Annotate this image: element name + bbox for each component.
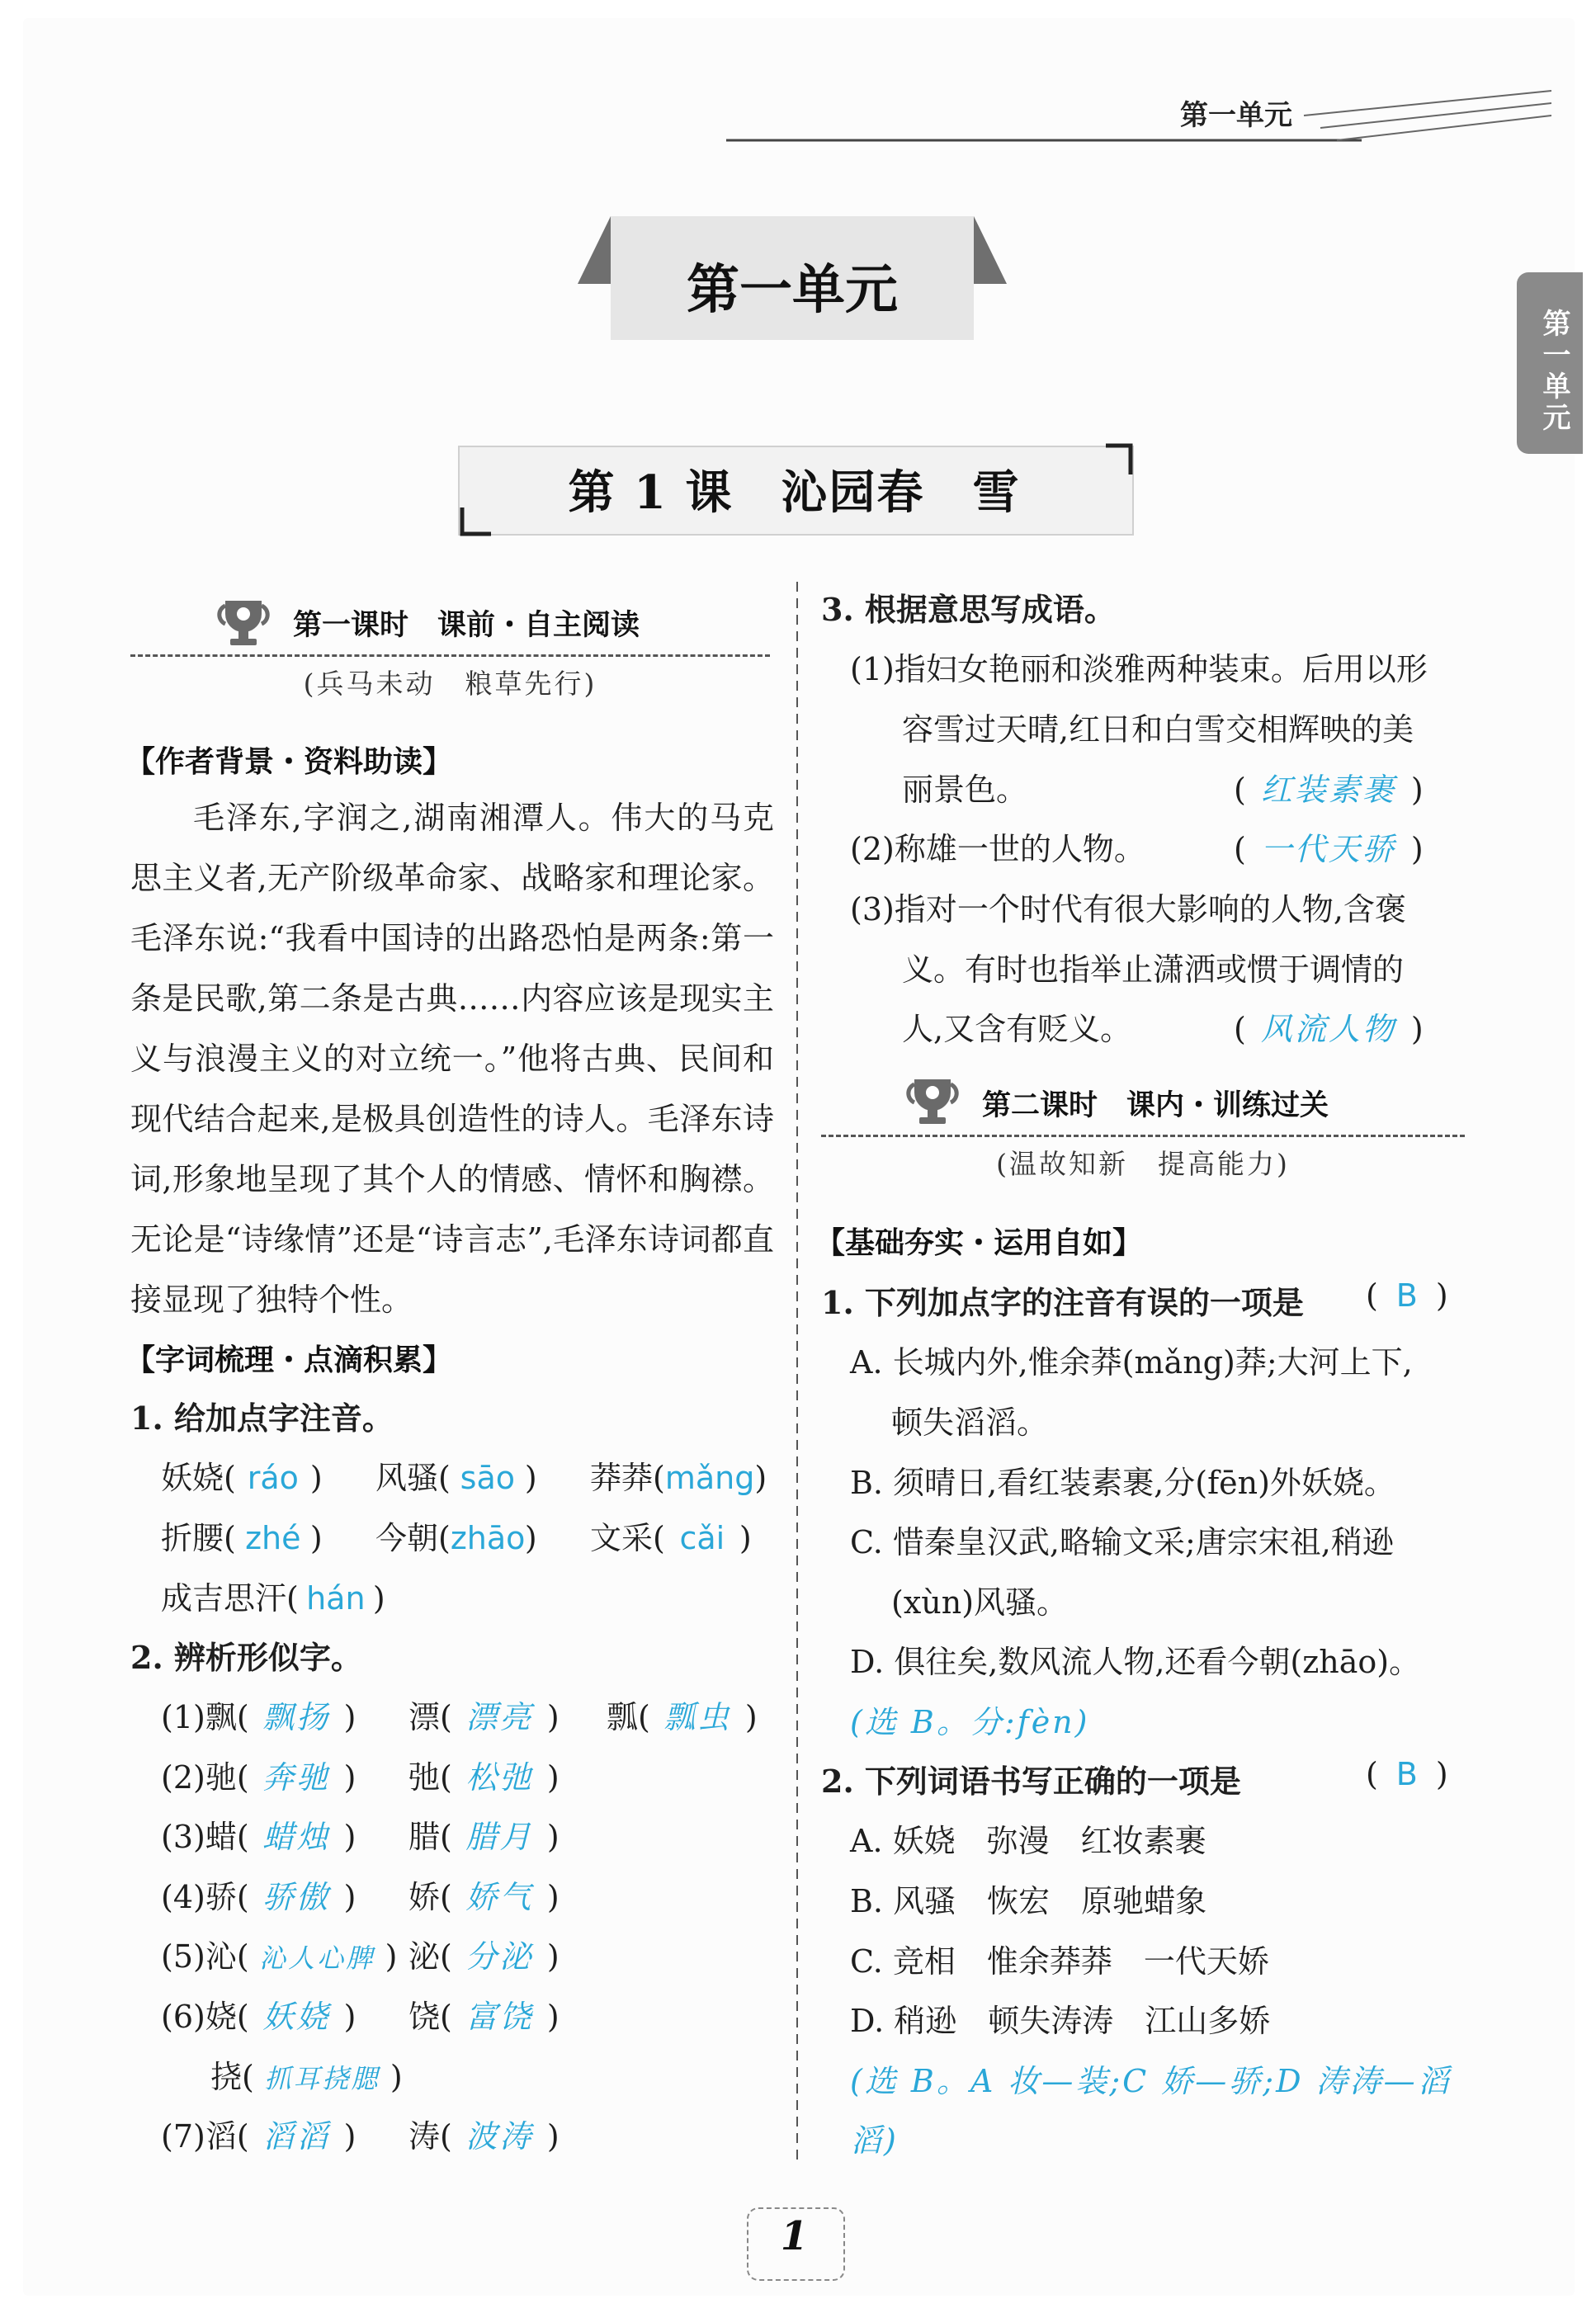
mc2-option: C. 竞相 惟余莽莽 一代天娇 xyxy=(850,1943,1269,1980)
page-number: 1 xyxy=(780,2213,809,2259)
mc1-option: 顿失滔滔。 xyxy=(891,1404,1049,1441)
mc1-stem: 1. 下列加点字的注音有误的一项是 xyxy=(821,1284,1304,1321)
q3-2-answer: ( 一代天骄 ) xyxy=(1234,831,1424,867)
q2-item: 饶( 富饶 ) xyxy=(408,1999,560,2035)
author-background-heading: 【作者背景・资料助读】 xyxy=(125,745,453,779)
trophy-icon xyxy=(900,1073,966,1131)
q3-3-line: 义。有时也指举止潇洒或惯于调情的 xyxy=(902,951,1405,988)
mc1-option: D. 俱往矣,数风流人物,还看今朝(zhāo)。 xyxy=(850,1644,1421,1680)
mc2-stem: 2. 下列词语书写正确的一项是 xyxy=(821,1763,1241,1800)
q2-item: (2)驰( 奔驰 ) xyxy=(161,1759,357,1796)
q2-item: 泌( 分泌 ) xyxy=(408,1938,560,1975)
q1-item: 今朝(zhāo) xyxy=(375,1520,537,1556)
q2-item: 漂( 漂亮 ) xyxy=(408,1699,560,1735)
q3-2-line: (2)称雄一世的人物。 xyxy=(850,831,1145,867)
q1-stem: 1. 给加点字注音。 xyxy=(130,1400,394,1437)
mc2-option: D. 稍逊 顿失涛涛 江山多娇 xyxy=(850,2003,1271,2039)
q3-1-answer: ( 红装素裹 ) xyxy=(1234,772,1424,808)
q3-3-answer: ( 风流人物 ) xyxy=(1234,1011,1424,1047)
section2-subtitle: (温故知新 提高能力) xyxy=(996,1148,1290,1180)
q2-stem: 2. 辨析形似字。 xyxy=(130,1639,362,1676)
mc1-option: A. 长城内外,惟余莽(mǎng)莽;大河上下, xyxy=(850,1344,1413,1381)
basic-heading: 【基础夯实・运用自如】 xyxy=(815,1226,1143,1260)
mc1-answer: ( B ) xyxy=(1366,1277,1448,1314)
q2-item: 涛( 波涛 ) xyxy=(408,2118,560,2155)
q2-item: (6)娆( 妖娆 ) xyxy=(161,1999,357,2035)
header-unit-label: 第一单元 xyxy=(1180,99,1292,132)
mc1-option: (xùn)风骚。 xyxy=(891,1584,1069,1621)
q1-item: 莽莽(mǎng) xyxy=(590,1460,767,1496)
q2-item: 弛( 松弛 ) xyxy=(408,1759,560,1796)
q3-1-line: 容雪过天晴,红日和白雪交相辉映的美 xyxy=(902,711,1414,748)
q2-item: (3)蜡( 蜡烛 ) xyxy=(161,1819,357,1855)
mc2-explanation: 滔) xyxy=(850,2122,899,2159)
q1-item: 风骚( sāo ) xyxy=(375,1460,537,1496)
q2-item: (4)骄( 骄傲 ) xyxy=(161,1879,357,1915)
q2-item: (1)飘( 飘扬 ) xyxy=(161,1699,357,1735)
section1-divider xyxy=(130,654,770,657)
q2-item: 瓢( 瓢虫 ) xyxy=(607,1699,758,1735)
q2-item: (7)滔( 滔滔 ) xyxy=(161,2118,357,2155)
q2-item: 娇( 娇气 ) xyxy=(408,1879,560,1915)
q3-3-line: (3)指对一个时代有很大影响的人物,含褒 xyxy=(850,891,1406,928)
column-divider xyxy=(792,582,802,2166)
mc2-option: B. 风骚 恢宏 原驰蜡象 xyxy=(850,1883,1207,1919)
section1-title: 第一课时 课前・自主阅读 xyxy=(293,609,640,642)
q1-item: 文采( cǎi ) xyxy=(590,1520,752,1556)
q1-item: 妖娆( ráo ) xyxy=(161,1460,323,1496)
mc1-option: C. 惜秦皇汉武,略输文采;唐宗宋祖,稍逊 xyxy=(850,1524,1394,1560)
section2-title: 第二课时 课内・训练过关 xyxy=(982,1089,1329,1122)
trophy-icon xyxy=(210,594,276,652)
lesson-title: 第 1 课 沁园春 雪 xyxy=(568,465,1021,520)
q3-stem: 3. 根据意思写成语。 xyxy=(821,591,1116,628)
side-unit-tab: 第一单元 xyxy=(1517,272,1583,454)
author-paragraph: 毛泽东,字润之,湖南湘潭人。伟大的马克思主义者,无产阶级革命家、战略家和理论家。毛泽东说:“我看中国诗的出路恐怕是两条:第一条是民歌,第二条是古典……内容应该是现实主义与浪漫主义的对立统一。”他将古典、民间和现代结合起来,是极具创造性的诗人。毛泽东诗词,形象地呈现了其个人的情感、情怀和胸襟。无论是“诗缘情”还是“诗言志”,毛泽东诗词都直接显现了独特个性。 xyxy=(130,800,774,1318)
q1-item: 成吉思汗( hán ) xyxy=(161,1580,385,1617)
section2-divider xyxy=(821,1135,1465,1137)
mc2-option: A. 妖娆 弥漫 红妆素裹 xyxy=(850,1823,1206,1859)
q1-item: 折腰( zhé ) xyxy=(161,1520,323,1556)
q2-item: 腊( 腊月 ) xyxy=(408,1819,560,1855)
q2-item: (5)沁( 沁人心脾 ) xyxy=(161,1938,398,1975)
q3-1-line: (1)指妇女艳丽和淡雅两种装束。后用以形 xyxy=(850,651,1428,687)
q3-3-line: 人,又含有贬义。 xyxy=(902,1011,1132,1047)
mc2-explanation: (选 B。A 妆—装;C 娇—骄;D 涛涛—滔 xyxy=(850,2063,1452,2099)
vocab-heading: 【字词梳理・点滴积累】 xyxy=(125,1343,453,1377)
header-rule-lines xyxy=(726,78,1551,153)
q2-item: 挠( 抓耳挠腮 ) xyxy=(210,2059,403,2095)
mc2-answer: ( B ) xyxy=(1366,1756,1448,1792)
mc1-explanation: (选 B。分:fèn) xyxy=(850,1704,1090,1740)
q3-1-line: 丽景色。 xyxy=(902,772,1028,808)
section1-subtitle: (兵马未动 粮草先行) xyxy=(303,668,597,700)
unit-title: 第一单元 xyxy=(687,260,898,321)
mc1-option: B. 须晴日,看红装素裹,分(fēn)外妖娆。 xyxy=(850,1465,1395,1501)
